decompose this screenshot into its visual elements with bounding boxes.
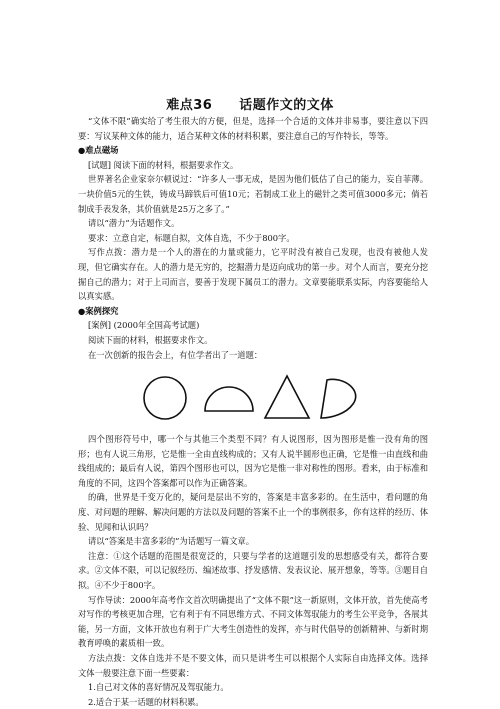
page-title: 难点36 话题作文的文体 bbox=[166, 98, 334, 113]
shapes-figure bbox=[78, 362, 428, 432]
exercise2-notes: 注意：①这个话题的范围是很宽泛的，只要与学者的这道题引发的思想感受有关，都符合要求。②文体不限，可以记叙经历、编述故事、抒发感情、发表议论、展开想象，等等。③题目自拟。④不少于800字。 bbox=[78, 550, 428, 591]
exercise2-prompt: 请以“答案是丰富多彩的”为话题写一篇文章。 bbox=[87, 536, 255, 547]
exercise1-tips: 写作点拨：潜力是一个人的潜在的力量或能力，它平时没有被自己发现，也没有被他人发现，但它确实存在。人的潜力是无穷的，挖掘潜力是迈向成功的第一步。对个人而言，要充分挖掘自己的潜力；对于上司而言，要善于发现下属员工的潜力。文章要能联系实际，内容要能给人以真实感。 bbox=[78, 247, 428, 302]
document-body bbox=[78, 114, 428, 709]
section-heading-difficulty: ●难点磁场 bbox=[78, 145, 119, 156]
exercise1-requirements: 要求：立意自定，标题自拟，文体自选，不少于800字。 bbox=[87, 232, 295, 243]
exercise2-after-figure: 四个图形符号中，哪一个与其他三个类型不同？有人说图形，因为图形是惟一没有角的图形；也有人说三角形，它是惟一全由直线构成的；又有人说半圆形也正确，它是惟一由直线和曲线组成的；最后有人说，第四个图形也可以，因为它是惟一非对称性的图形。看来，由于标准和角度的不同，这四个答案都可以作为正确答案。 bbox=[78, 434, 428, 488]
exercise1-task: [试题] 阅读下面的材料，根据要求作文。 bbox=[87, 159, 239, 170]
exercise2-line2: 在一次创新的报告会上，有位学者出了一道题： bbox=[87, 349, 263, 360]
exercise1-prompt: 请以“潜力”为话题作文。 bbox=[87, 218, 180, 229]
exercise2-method: 方法点拨：文体自选并不是不要文体，而只是讲考生可以根据个人实际自由选择文体。选择文体一般要注意下面一些要素： bbox=[78, 653, 428, 678]
exercise2-task: [案例] (2000年全国高考试题) bbox=[87, 320, 200, 331]
shapes-svg bbox=[141, 368, 365, 426]
section-heading-case-study: ●案例探究 bbox=[78, 305, 119, 316]
exercise2-reflection: 的确，世界是千变万化的，疑问是层出不穷的，答案是丰富多彩的。在生活中，看问题的角度、对问题的理解、解决问题的方法以及问题的答案不止一个的事例很多，你有这样的经历、体验、见闻和认识吗？ bbox=[78, 492, 428, 532]
exercise2-item1: 1.自己对文体的喜好情况及驾驭能力。 bbox=[87, 682, 229, 693]
semicircle-shape bbox=[205, 387, 253, 411]
triangle-shape bbox=[265, 376, 309, 418]
exercise2-item2: 2.适合于某一话题的材料积累。 bbox=[87, 696, 204, 707]
irregular-shape bbox=[321, 379, 356, 418]
circle-shape bbox=[144, 377, 186, 419]
exercise2-line1: 阅读下面的材料，根据要求作文。 bbox=[87, 334, 213, 345]
exercise1-material: 世界著名企业家奈尔顿说过：“许多人一事无成，是因为他们低估了自己的能力，妄自菲薄。一块价值5元的生铁，铸成马蹄铁后可值10元；若制成工业上的磁针之类可值3000多元；倘若制成手表发条，其价值就是25万之多了。” bbox=[78, 174, 428, 214]
intro-paragraph: “文体不限”确实给了考生很大的方便，但是，选择一个合适的文体并非易事，要注意以下四要：写议某种文体的能力，适合某种文体的材料积累，要注意自己的写作特长，等等。 bbox=[78, 116, 428, 141]
exercise2-guidance: 写作导读：2000年高考作文首次明确提出了“文体不限”这一新原则，文体开放，首先使高考对写作的考核更加合理，它有利于有不同思维方式、不同文体驾驭能力的考生公平竞争，各展其能，另一方面，文体开放也有利于广大考生创造性的发挥，亦与时代倡导的创新精神、与新时期教育呼唤的素质相一致。 bbox=[78, 594, 428, 649]
